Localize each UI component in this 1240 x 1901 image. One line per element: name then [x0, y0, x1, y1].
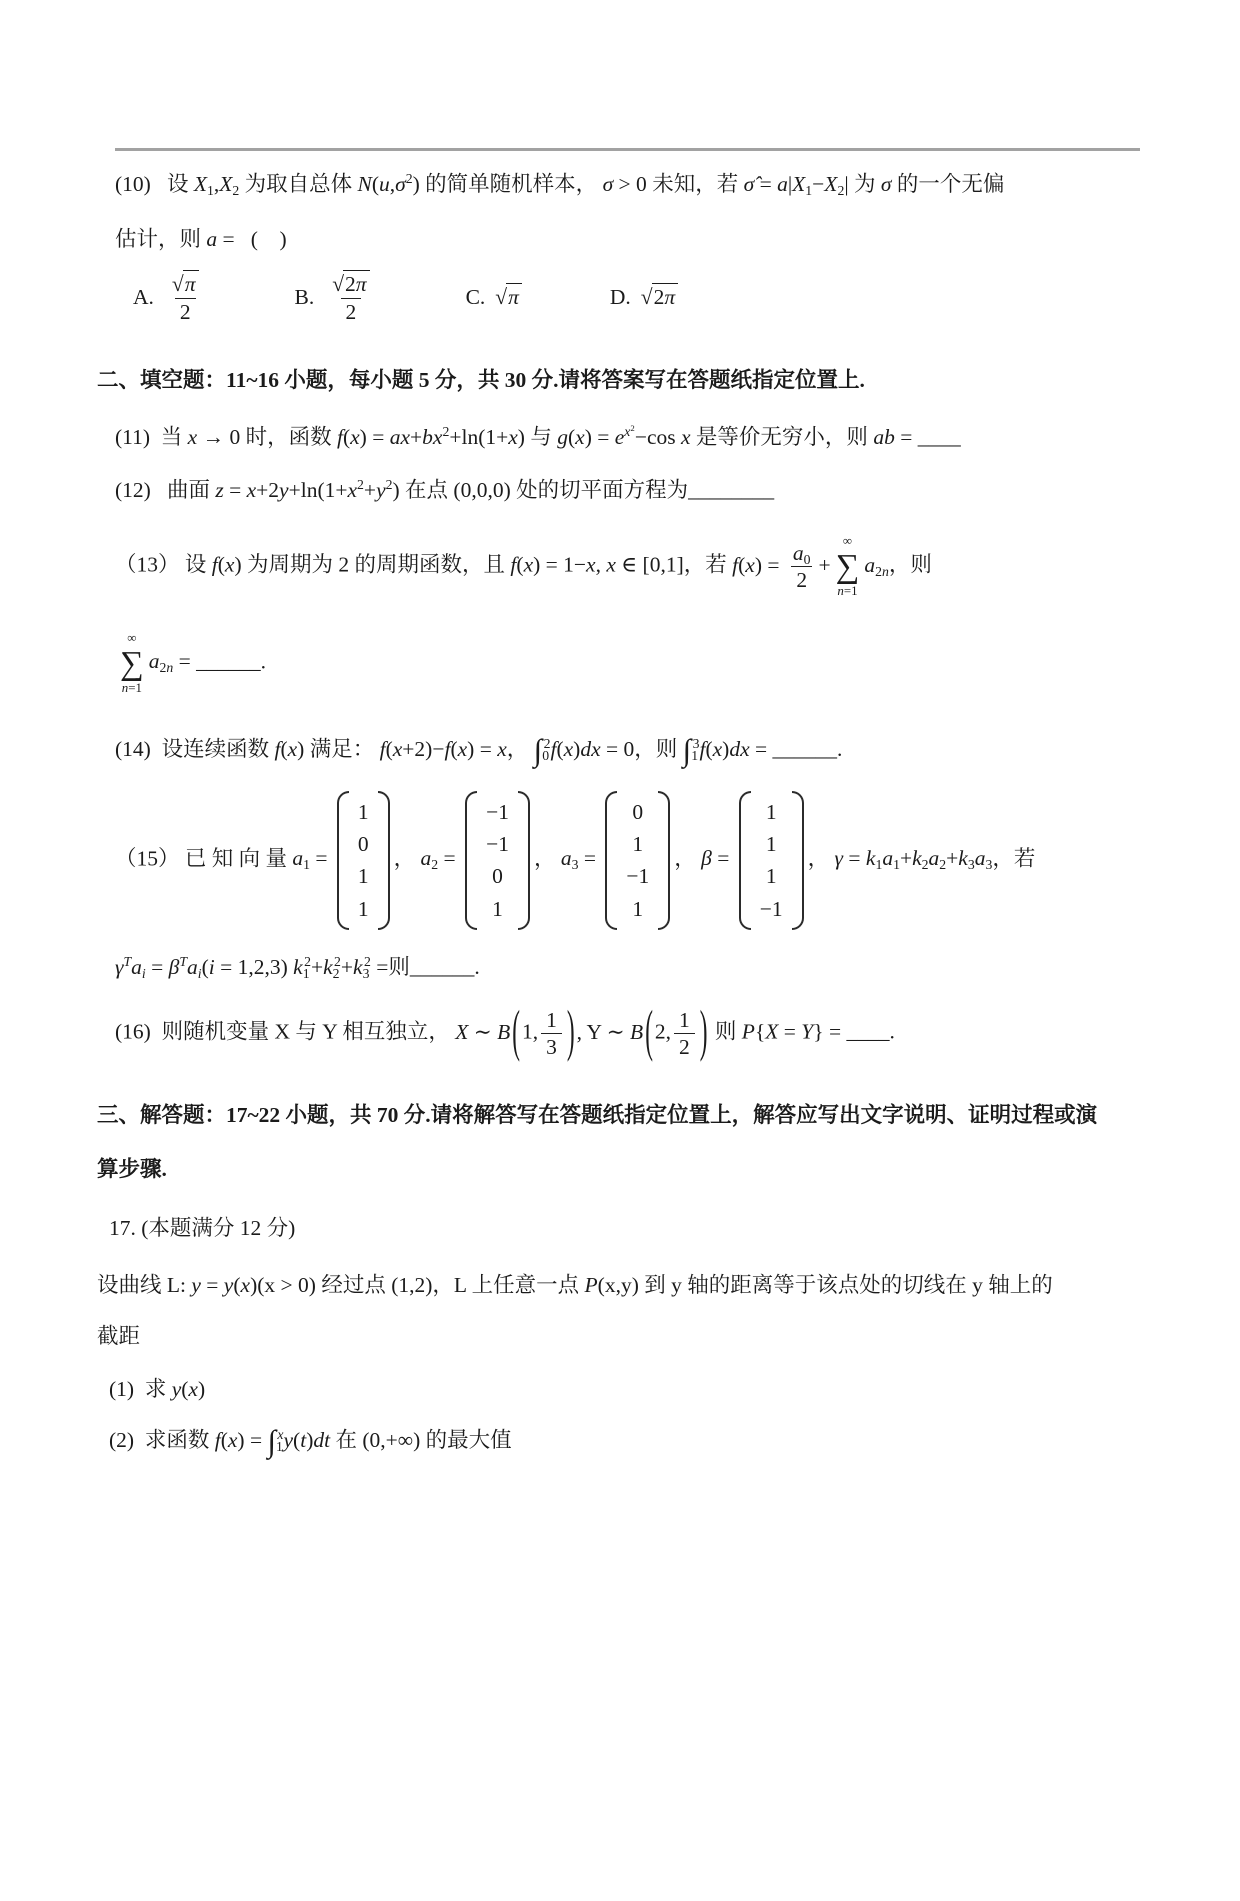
- text-run: （13） 设: [115, 552, 212, 577]
- math-run: y(x): [171, 1377, 206, 1402]
- text-run: （15） 已 知 向 量: [115, 846, 293, 871]
- exam-page: [0, 148, 1240, 1457]
- text-run: (2) 求函数: [109, 1428, 215, 1453]
- text-run: 处的切平面方程为________: [510, 478, 775, 503]
- math-run: $a_1$ = 1 0 1 1: [292, 846, 393, 870]
- math-run: (1,2): [391, 1272, 433, 1297]
- text-run: ，则: [634, 736, 683, 761]
- text-run: 在: [330, 1428, 363, 1453]
- math-run: $f(x) = \int_1^xy(t)dt$: [214, 1423, 331, 1459]
- math-run: σ̂ = $a|X_1-X_2|$: [743, 172, 849, 198]
- math-run: $z = x+2y+\ln(1+x^2+y^2)$: [215, 477, 400, 503]
- option-math: $\frac{√\pi}{2}$: [164, 271, 207, 324]
- math-run: y = y(x)(x > 0): [191, 1272, 316, 1297]
- text-run: ，若: [992, 846, 1036, 871]
- math-run: $N(u,\sigma^2)$: [357, 171, 420, 196]
- math-run: (0,0,0): [453, 478, 511, 503]
- math-run: $\gamma^Ta_i = \beta^Ta_i(i = 1,2,3) k_1^2+k_2^2+k_3^2$ =: [115, 953, 389, 981]
- text-run: 为: [848, 172, 881, 196]
- text-run: (1) 求: [109, 1377, 172, 1402]
- text-run: 估计，则: [115, 227, 207, 252]
- section-3-heading-line-1: [97, 1100, 1140, 1131]
- text-run: (12) 曲面: [115, 478, 216, 503]
- text-run: 三、解答题：17~22 小题，共 70 分.请将解答写在答题纸指定位置上，解答应写出文字说明、证明过程或演: [97, 1103, 1098, 1128]
- text-run: 的一个无偏: [891, 172, 1005, 196]
- math-run: f(x) = 1−x, x ∈ [0,1]: [510, 552, 684, 577]
- text-run: 17. (本题满分 12 分): [109, 1215, 296, 1240]
- text-run: (14) 设连续函数: [115, 736, 275, 761]
- text-run: 经过点: [315, 1272, 392, 1297]
- option-label: C.: [465, 285, 486, 310]
- text-run: 是等价无穷小，则: [690, 424, 874, 449]
- text-run: (16) 则随机变量 X 与 Y 相互独立，: [115, 1019, 456, 1044]
- text-run: ____.: [841, 1019, 895, 1044]
- question-17-part-2: [109, 1423, 1140, 1459]
- text-run: ，L 上任意一点: [432, 1272, 585, 1297]
- question-12: [115, 475, 1140, 506]
- math-run: f(x) = $\frac{a_0}{2}$ + ∞ ∑ n=1 $a_{2n}$: [732, 534, 889, 599]
- text-run: 为取自总体: [239, 172, 358, 196]
- option-B: [295, 271, 378, 324]
- option-math: √π: [495, 282, 522, 313]
- section-2-heading: [97, 365, 1140, 396]
- text-run: ，: [393, 846, 421, 871]
- text-run: 为周期为 2 的周期函数，且: [241, 552, 511, 577]
- text-run: 的简单随机样本，: [419, 172, 603, 196]
- math-run: $g(x) = e^{x^2}-\cos$ x: [557, 422, 691, 449]
- text-run: ，若: [683, 552, 733, 577]
- math-run: $a_2$ = −1 −1 0 1: [421, 846, 534, 870]
- question-14: [115, 731, 1140, 767]
- question-16: [115, 1000, 1140, 1064]
- option-label: B.: [294, 285, 315, 310]
- option-label: A.: [133, 285, 154, 310]
- question-13-line-2: [115, 631, 1140, 696]
- text-run: 算步骤.: [97, 1156, 167, 1181]
- section-3-heading-line-2: [97, 1154, 1140, 1185]
- question-17-heading: [109, 1213, 1140, 1244]
- math-run: ab =: [873, 424, 913, 449]
- text-run: 截距: [97, 1324, 141, 1349]
- text-run: 与: [524, 424, 558, 449]
- math-run: σ: [880, 172, 892, 196]
- question-10-line-2: [115, 224, 1140, 255]
- question-17-part-1: [109, 1374, 1140, 1405]
- math-run: $f(x) = ax+bx^2+\ln(1+x)$: [336, 423, 525, 449]
- exam-document-body: [97, 148, 1140, 1459]
- math-run: β = 1 1 1 −1: [701, 846, 808, 870]
- math-run: X ∼ B ( 1, $\frac{1}{3}$ ) , Y ∼ B ( 2, $\frac{1}{2}$ ): [455, 1000, 708, 1064]
- math-run: f(x): [274, 736, 305, 761]
- text-run: ______.: [767, 736, 843, 761]
- question-17-body-line-1: [97, 1270, 1140, 1301]
- math-run: P{X = Y} =: [741, 1019, 842, 1044]
- text-run: ( ): [234, 227, 287, 252]
- text-run: ，: [506, 736, 534, 761]
- text-run: 设曲线 L:: [97, 1272, 192, 1297]
- question-10-line-1: [115, 169, 1140, 200]
- math-run: f(x): [211, 552, 242, 577]
- math-run: $X_1,X_2$: [193, 172, 240, 198]
- text-run: 则: [709, 1019, 742, 1044]
- question-13-line-1: [115, 534, 1140, 599]
- math-run: (0,+∞): [362, 1428, 421, 1453]
- text-run: 满足：: [304, 736, 380, 761]
- option-D: [610, 282, 678, 313]
- question-10-options: [115, 271, 1140, 324]
- text-run: ____: [912, 424, 961, 449]
- text-run: (10) 设: [115, 172, 194, 196]
- question-11: [115, 422, 1140, 453]
- math-run: ∞ ∑ n=1 $a_{2n}$ =: [120, 630, 191, 695]
- math-run: a =: [206, 227, 235, 252]
- option-label: D.: [609, 285, 631, 310]
- math-run: $\gamma = k_1a_1+k_2a_2+k_3a_3$: [834, 846, 993, 873]
- text-run: ，: [533, 846, 561, 871]
- text-run: 二、填空题：11~16 小题，每小题 5 分，共 30 分.请将答案写在答题纸指定位置上.: [97, 367, 865, 392]
- math-run: $\int_0^2f(x)dx = 0$: [533, 731, 635, 767]
- option-math: $\frac{√2\pi}{2}$: [324, 271, 377, 324]
- text-run: 的最大值: [420, 1428, 512, 1453]
- math-run: P(x,y): [584, 1272, 639, 1297]
- option-A: [133, 271, 207, 324]
- question-17-body-line-2: [97, 1321, 1140, 1352]
- option-C: [466, 282, 522, 313]
- text-run: 在点: [399, 478, 454, 503]
- math-run: σ > 0: [602, 172, 647, 196]
- math-run: $\int_1^3f(x)dx$ =: [682, 731, 768, 767]
- option-math: √2π: [641, 282, 678, 313]
- math-run: x → 0: [187, 424, 241, 449]
- text-run: ，: [807, 846, 835, 871]
- text-run: 则______.: [388, 954, 480, 979]
- top-rule: [115, 148, 1140, 151]
- text-run: ______.: [190, 649, 267, 674]
- question-15-line-1: [115, 791, 1140, 930]
- math-run: f(x+2)−f(x) = x: [379, 736, 507, 761]
- text-run: 时，函数: [240, 424, 337, 449]
- math-run: $a_3$ = 0 1 −1 1: [561, 846, 674, 870]
- text-run: ，则: [888, 552, 932, 577]
- text-run: ，: [674, 846, 702, 871]
- text-run: 到 y 轴的距离等于该点处的切线在 y 轴上的: [638, 1272, 1053, 1297]
- text-run: 未知，若: [646, 172, 744, 196]
- text-run: (11) 当: [115, 424, 188, 449]
- question-15-line-2: [115, 952, 1140, 983]
